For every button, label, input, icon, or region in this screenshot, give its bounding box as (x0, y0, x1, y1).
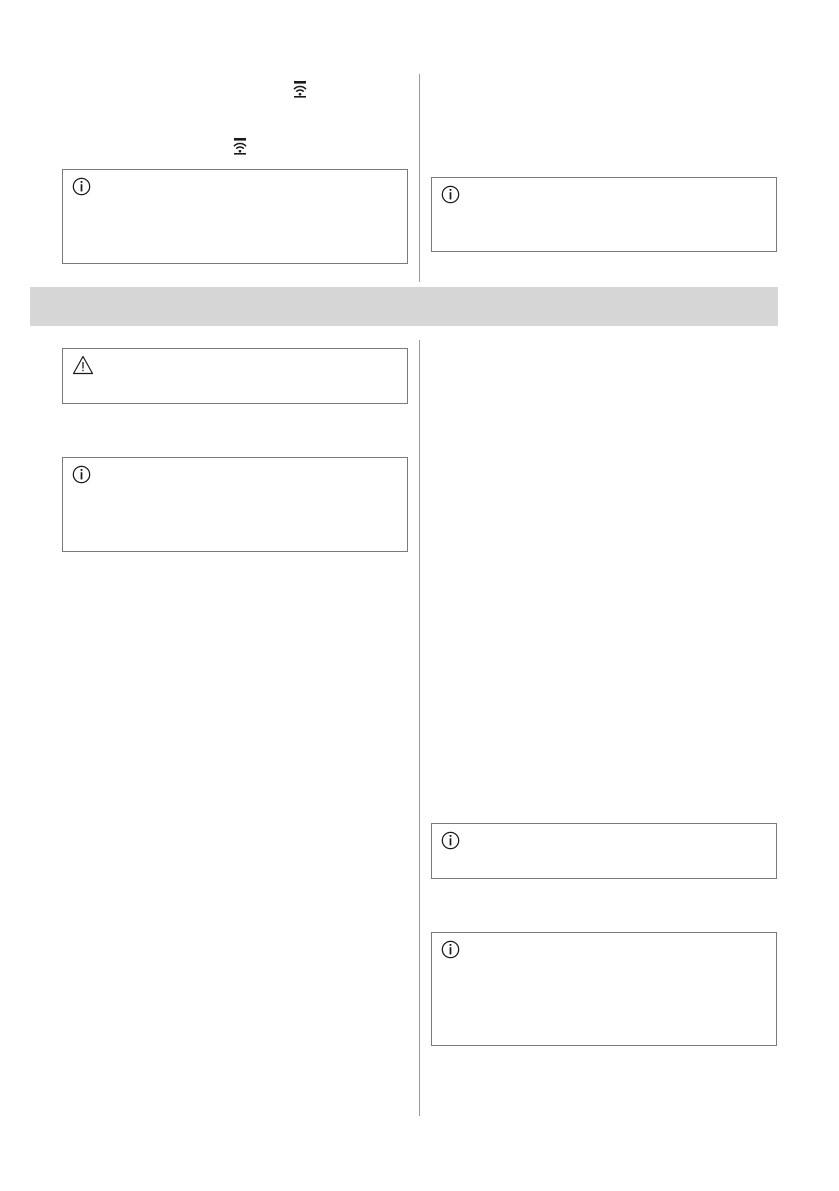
warning-note-box (62, 348, 408, 404)
hood-wifi-icon (231, 137, 249, 155)
info-note-box (62, 169, 408, 264)
info-icon (441, 185, 460, 204)
info-icon (72, 177, 91, 196)
info-icon (441, 940, 460, 959)
info-note-box (431, 177, 777, 252)
warning-triangle-icon (72, 355, 94, 375)
section-heading-band (30, 287, 778, 326)
info-icon (72, 465, 91, 484)
column-divider-top (419, 74, 420, 282)
info-icon (441, 831, 460, 850)
info-note-box (431, 932, 777, 1046)
info-note-box (431, 823, 777, 879)
hood-wifi-icon (291, 80, 309, 98)
column-divider-bottom (419, 340, 420, 1116)
info-note-box (62, 457, 408, 552)
